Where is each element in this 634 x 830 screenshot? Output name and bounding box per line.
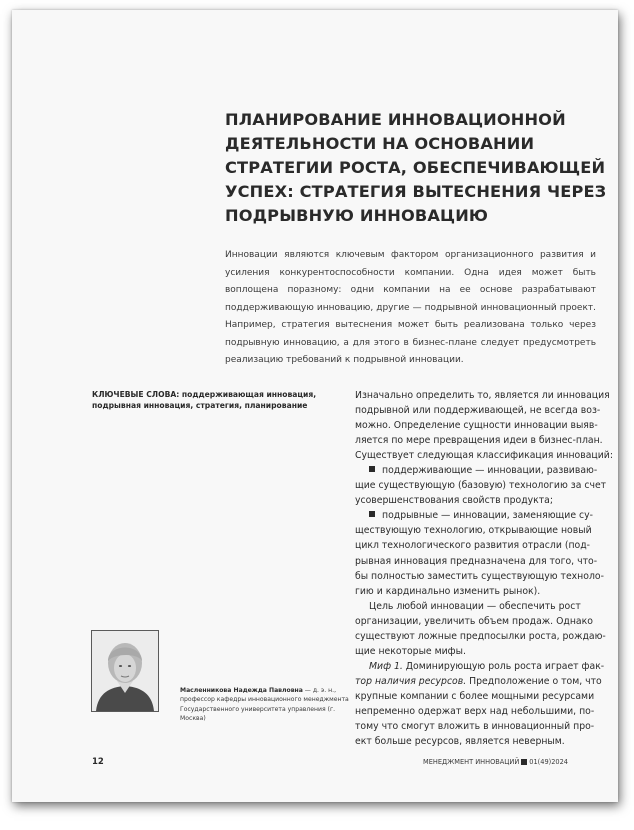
article-body [355,388,613,749]
body-line: ществующую технологию, открывающие новый [355,525,592,537]
keywords-block [92,389,347,411]
body-line: Цель любой инновации — обеспечить рост [369,600,581,612]
body-line: крупные компании с более мощными ресурсами [355,690,595,702]
body-line: ект больше ресурсов, является неверным. [355,736,565,748]
body-line: тому что смогут вложить в инновационный про- [355,721,595,733]
title-line: УСПЕХ: СТРАТЕГИЯ ВЫТЕСНЕНИЯ ЧЕРЕЗ [225,182,607,201]
journal-name: МЕНЕДЖМЕНТ ИННОВАЦИЙ [423,758,520,766]
bullet-item [355,463,598,478]
keywords-text: поддерживающая инновация, подрывная инновация, стратегия, планирование [92,390,317,410]
title-line: СТРАТЕГИИ РОСТА, ОБЕСПЕЧИВАЮЩЕЙ [225,158,606,177]
body-line: непременно одержат верх над небольшими, по- [355,705,595,717]
bullet-text: поддерживающие — инновации, развиваю- [382,465,598,477]
body-line: гию и кардинально изменить рынок). [355,585,541,597]
body-text: Предположение о том, что [466,675,602,687]
body-line: бы полностью заместить существующую техноло- [355,570,604,582]
author-info: — д. э. н., профессор кафедры инновационного менеджмента Государственного университета управления (г. Москва) [180,687,349,723]
keywords-label: КЛЮЧЕВЫЕ СЛОВА: [92,390,180,399]
page-sheet [12,10,618,802]
myth-label: Миф 1. [369,660,403,672]
bullet-text: подрывные — инновации, заменяющие су- [382,510,593,522]
running-footer [423,758,568,766]
body-line: рывная инновация предназначена для того, что- [355,555,598,567]
author-name: Масленникова Надежда Павловна [180,687,303,694]
body-line: подрывной или поддерживающей, не всегда воз- [355,405,601,417]
body-line: усовершенствования свойств продукта; [355,495,553,507]
author-photo [91,630,159,712]
body-line: можно. Определение сущности инновации выяв- [355,420,598,432]
author-portrait-image [92,631,158,711]
bullet-item [355,508,598,523]
title-line: ПЛАНИРОВАНИЕ ИННОВАЦИОННОЙ [225,110,566,129]
body-line: щие некоторые мифы. [355,645,466,657]
body-line: организации, увеличить объем продаж. Однако [355,615,593,627]
bullet-square-icon [369,466,375,472]
bullet-square-icon [369,511,375,517]
body-line [355,674,602,689]
body-line [355,659,605,674]
article-lead: Инновации являются ключевым фактором организационного развития и усиления конкурентоспособности компании. Одна идея может быть воплощена поразному: одни компании на ее основе разрабатывают поддерживающую инновацию, другие — подрывной инновационный проект. Например, стратегия вытеснения может быть реализована только через подрывную инновацию, а для этого в бизнес-плане следует предусмотреть реализацию требований к подрывной инновации. [225,250,596,365]
title-line: ПОДРЫВНУЮ ИННОВАЦИЮ [225,206,489,225]
footer-square-icon [521,759,527,765]
body-line: ляется по мере превращения идеи в бизнес-план. [355,435,603,447]
body-text: Доминирующую роль роста играет фак- [402,660,605,672]
body-line: щие существующую (базовую) технологию за счет [355,480,607,492]
body-line: цикл технологического развития отрасли (под- [355,540,590,552]
page-number: 12 [92,757,104,767]
myth-emphasis: тор наличия ресурсов. [355,675,467,687]
author-bio [180,686,350,724]
article-title [225,108,607,228]
body-line: Существует следующая классификация инноваций: [355,450,613,462]
body-line: существуют ложные предпосылки роста, рождаю- [355,630,606,642]
title-line: ДЕЯТЕЛЬНОСТИ НА ОСНОВАНИИ [225,134,535,153]
issue-number: 01(49)2024 [529,758,568,766]
body-line: Изначально определить то, является ли инновация [355,390,610,401]
